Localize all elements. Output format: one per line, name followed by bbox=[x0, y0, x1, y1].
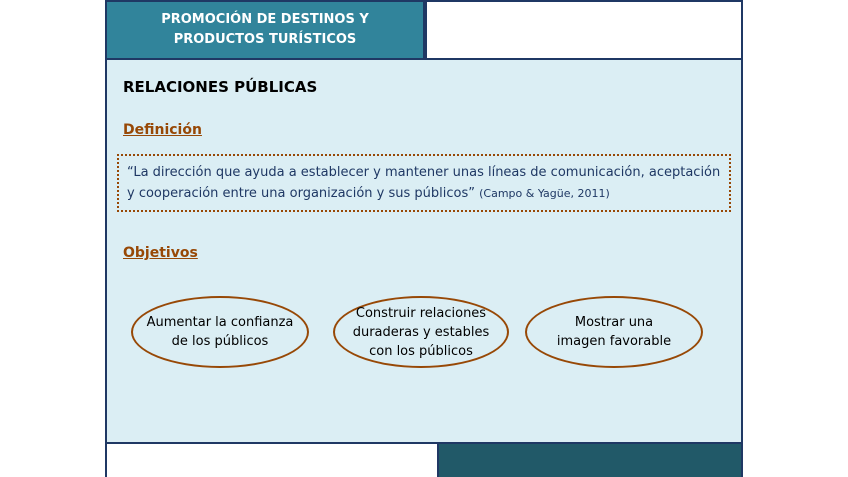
slide bbox=[105, 0, 743, 477]
definition-quote-box bbox=[117, 154, 731, 212]
footer-blank-panel bbox=[107, 442, 439, 477]
objective-oval-3 bbox=[525, 296, 703, 368]
objective-oval-1 bbox=[131, 296, 309, 368]
footer-banner bbox=[439, 442, 741, 477]
definition-heading: Definición bbox=[123, 122, 202, 138]
objective-oval-2 bbox=[333, 296, 509, 368]
header-blank-panel bbox=[425, 2, 741, 60]
objective-text-2: Construir relaciones duraderas y estables con los públicos bbox=[352, 305, 490, 359]
header-banner bbox=[107, 2, 425, 60]
objective-text-1: Aumentar la confianza de los públicos bbox=[146, 315, 294, 349]
objective-text-3: Mostrar una imagen favorable bbox=[556, 315, 672, 349]
definition-citation: (Campo & Yagüe, 2011) bbox=[479, 187, 610, 200]
header-title: PROMOCIÓN DE DESTINOS Y PRODUCTOS TURÍSTICOS bbox=[161, 12, 369, 47]
definition-quote: “La dirección que ayuda a establecer y mantener unas líneas de comunicación, aceptación y cooperación entre una organización y sus públicos” bbox=[127, 165, 721, 201]
slide-title: RELACIONES PÚBLICAS bbox=[123, 78, 318, 96]
objectives-heading: Objetivos bbox=[123, 245, 198, 261]
